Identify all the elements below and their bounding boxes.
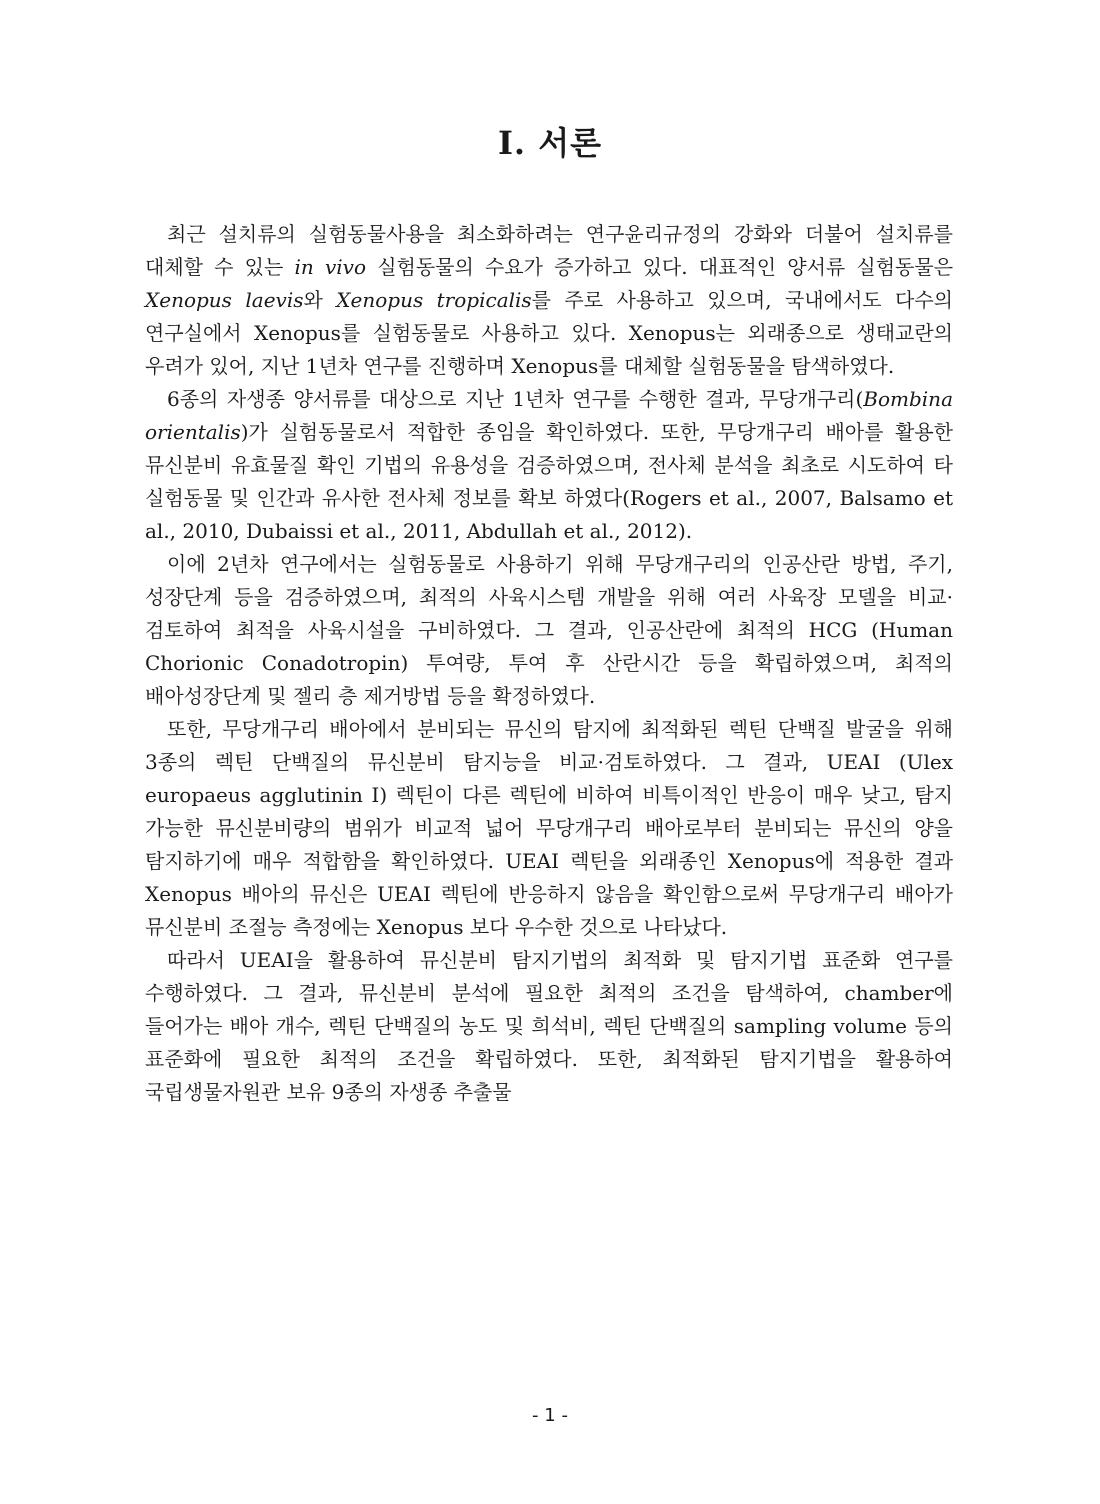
text-run: 또한, 무당개구리 배아에서 분비되는 뮤신의 탐지에 최적화된 렉틴 단백질 발굴을 위해 3종의 렉틴 단백질의 뮤신분비 탐지능을 비교·검토하였다. 그 결과, UEAI (Ulex europaeus agglutinin I) 렉틴이 다른 렉틴에 비하여 비특이적인 반응이 매우 낮고, 탐지 가능한 뮤신분비량의 범위가 비교적 넓어 무당개구리 배아로부터 분비되는 뮤신의 양을 탐지하기에 매우 적합함을 확인하였다. UEAI 렉틴을 외래종인 Xenopus에 적용한 결과 Xenopus 배아의 뮤신은 UEAI 렉틴에 반응하지 않음을 확인함으로써 무당개구리 배아가 뮤신분비 조절능 측정에는 Xenopus 보다 우수한 것으로 나타났다. xyxy=(145,717,953,939)
text-run: 실험동물의 수요가 증가하고 있다. 대표적인 양서류 실험동물은 xyxy=(366,255,954,279)
text-run: 따라서 UEAI을 활용하여 뮤신분비 탐지기법의 최적화 및 탐지기법 표준화 연구를 수행하였다. 그 결과, 뮤신분비 분석에 필요한 최적의 조건을 탐색하여, chamber에 들어가는 배아 개수, 렉틴 단백질의 농도 및 희석비, 렉틴 단백질의 sampling volume 등의 표준화에 필요한 최적의 조건을 확립하였다. 또한, 최적화된 탐지기법을 활용하여 국립생물자원관 보유 9종의 자생종 추출물 xyxy=(145,948,953,1104)
body-paragraph xyxy=(145,713,953,944)
body-paragraph xyxy=(145,383,953,548)
body-text xyxy=(145,218,953,1109)
italic-term: Bombina orientalis xyxy=(145,387,953,444)
italic-term: in vivo xyxy=(294,255,367,279)
body-paragraph xyxy=(145,218,953,383)
text-run: 를 주로 사용하고 있으며, 국내에서도 다수의 연구실에서 Xenopus를 실험동물로 사용하고 있다. Xenopus는 외래종으로 생태교란의 우려가 있어, 지난 1년차 연구를 진행하며 Xenopus를 대체할 실험동물을 탐색하였다. xyxy=(145,288,953,378)
italic-term: Xenopus laevis xyxy=(145,288,304,312)
page-title: Ⅰ. 서론 xyxy=(497,124,603,162)
page-number: - 1 - xyxy=(532,1405,568,1426)
text-run: 6종의 자생종 양서류를 대상으로 지난 1년차 연구를 수행한 결과, 무당개구리( xyxy=(167,387,864,411)
text-run: 와 xyxy=(303,288,337,312)
text-run: 이에 2년차 연구에서는 실험동물로 사용하기 위해 무당개구리의 인공산란 방법, 주기, 성장단계 등을 검증하였으며, 최적의 사육시스템 개발을 위해 여러 사육장 모델을 비교·검토하여 최적을 사육시설을 구비하였다. 그 결과, 인공산란에 최적의 HCG (Human Chorionic Conadotropin) 투여량, 투여 후 산란시간 등을 확립하였으며, 최적의 배아성장단계 및 젤리 층 제거방법 등을 확정하였다. xyxy=(145,552,953,708)
italic-term: Xenopus tropicalis xyxy=(336,288,532,312)
body-paragraph xyxy=(145,548,953,713)
text-run: )가 실험동물로서 적합한 종임을 확인하였다. 또한, 무당개구리 배아를 활용한 뮤신분비 유효물질 확인 기법의 유용성을 검증하였으며, 전사체 분석을 최초로 시도하여 타 실험동물 및 인간과 유사한 전사체 정보를 확보 하였다(Rogers et al., 2007, Balsamo et al., 2010, Dubaissi et al., 2011, Abdullah et al., 2012). xyxy=(145,420,953,543)
text-run: 최근 설치류의 실험동물사용을 최소화하려는 연구윤리규정의 강화와 더불어 설치류를 대체할 수 있는 xyxy=(145,222,953,279)
body-paragraph xyxy=(145,944,953,1109)
